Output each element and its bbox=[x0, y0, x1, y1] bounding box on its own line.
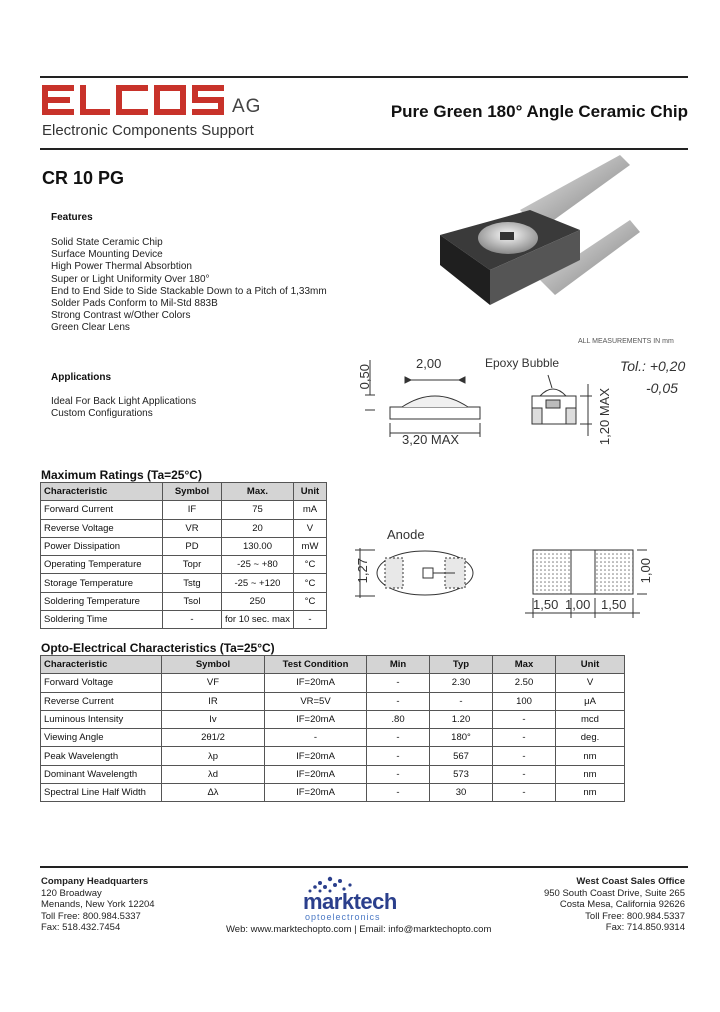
features-list bbox=[51, 237, 327, 335]
footer-line: Costa Mesa, California 92626 bbox=[559, 899, 685, 911]
table-cell: nm bbox=[556, 784, 625, 802]
footer-left-title: Company Headquarters bbox=[41, 876, 149, 887]
table-cell: °C bbox=[293, 592, 326, 610]
table-cell: 567 bbox=[430, 747, 493, 765]
table-cell: VR=5V bbox=[265, 692, 367, 710]
dim-height: 0,50 bbox=[357, 364, 372, 390]
table-cell: IF bbox=[163, 501, 222, 519]
anode-label: Anode bbox=[387, 527, 425, 542]
footer-line: Toll Free: 800.984.5337 bbox=[585, 910, 685, 922]
part-number: CR 10 PG bbox=[42, 168, 125, 188]
table-cell: Tstg bbox=[163, 574, 222, 592]
table-cell: °C bbox=[293, 574, 326, 592]
table-cell: Forward Current bbox=[41, 501, 163, 519]
table-row bbox=[41, 501, 327, 519]
table-row bbox=[41, 765, 625, 783]
list-item: Custom Configurations bbox=[51, 408, 153, 420]
table-row bbox=[41, 692, 625, 710]
footer-line: 950 South Coast Drive, Suite 265 bbox=[543, 887, 685, 899]
table-cell: λd bbox=[162, 765, 265, 783]
list-item: Green Clear Lens bbox=[51, 322, 130, 334]
dim-pad-height: 1,00 bbox=[638, 558, 653, 584]
footer-right bbox=[544, 876, 685, 934]
footer-line: 120 Broadway bbox=[41, 887, 102, 899]
table-cell: 20 bbox=[222, 519, 294, 537]
col-header: Typ bbox=[430, 656, 493, 674]
table-row bbox=[41, 729, 625, 747]
marktech-sub: optoelectronics bbox=[305, 912, 381, 922]
table-cell: - bbox=[367, 784, 430, 802]
col-header: Characteristic bbox=[41, 656, 162, 674]
table-cell: Soldering Temperature bbox=[41, 592, 163, 610]
logo-ag: AG bbox=[232, 96, 262, 117]
table-cell: for 10 sec. max bbox=[222, 611, 294, 629]
tolerance-plus: Tol.: +0,20 bbox=[620, 358, 686, 374]
table-cell: Forward Voltage bbox=[41, 674, 162, 692]
marktech-brand: marktech bbox=[303, 889, 397, 914]
col-header: Unit bbox=[556, 656, 625, 674]
table-cell: - bbox=[293, 611, 326, 629]
dim-top-width: 2,00 bbox=[416, 356, 442, 371]
table-row bbox=[41, 519, 327, 537]
table-cell: 30 bbox=[430, 784, 493, 802]
logo-subtitle: Electronic Components Support bbox=[42, 122, 254, 139]
table-cell: Topr bbox=[163, 556, 222, 574]
table-cell: Power Dissipation bbox=[41, 537, 163, 555]
document-title: Pure Green 180° Angle Ceramic Chip bbox=[390, 102, 688, 121]
elcos-logo-icon bbox=[42, 85, 227, 115]
table-cell: -25 ~ +120 bbox=[222, 574, 294, 592]
table-row bbox=[41, 747, 625, 765]
table-cell: IF=20mA bbox=[265, 710, 367, 728]
table-cell: 573 bbox=[430, 765, 493, 783]
table-cell: - bbox=[367, 674, 430, 692]
col-header: Symbol bbox=[163, 483, 222, 501]
table-row bbox=[41, 592, 327, 610]
dim-pad-a: 1,50 bbox=[533, 597, 559, 612]
table-cell: 250 bbox=[222, 592, 294, 610]
table-cell: IF=20mA bbox=[265, 747, 367, 765]
table-cell: Storage Temperature bbox=[41, 574, 163, 592]
table-header-row bbox=[41, 483, 327, 501]
table-cell: 2.30 bbox=[430, 674, 493, 692]
table-cell: - bbox=[493, 784, 556, 802]
footer-web[interactable]: Web: www.marktechopto.com | Email: info@marktechopto.com bbox=[226, 924, 492, 935]
table-cell: - bbox=[493, 729, 556, 747]
footer-line: Fax: 518.432.7454 bbox=[41, 922, 121, 934]
list-item: Ideal For Back Light Applications bbox=[51, 396, 197, 407]
list-item: Strong Contrast w/Other Colors bbox=[51, 310, 191, 322]
table-cell: mW bbox=[293, 537, 326, 555]
table-cell: - bbox=[367, 692, 430, 710]
table-row bbox=[41, 710, 625, 728]
list-item: Solder Pads Conform to Mil-Std 883B bbox=[51, 298, 218, 310]
table-cell: μA bbox=[556, 692, 625, 710]
table-cell: IF=20mA bbox=[265, 765, 367, 783]
dim-pad-b: 1,00 bbox=[565, 597, 591, 612]
footer-right-title: West Coast Sales Office bbox=[576, 876, 685, 887]
table-cell: deg. bbox=[556, 729, 625, 747]
table-cell: Operating Temperature bbox=[41, 556, 163, 574]
table-row bbox=[41, 674, 625, 692]
table-cell: Iv bbox=[162, 710, 265, 728]
table-cell: 75 bbox=[222, 501, 294, 519]
table-cell: VF bbox=[162, 674, 265, 692]
table-row bbox=[41, 784, 625, 802]
table-cell: Tsol bbox=[163, 592, 222, 610]
table-cell: 1.20 bbox=[430, 710, 493, 728]
table-cell: -25 ~ +80 bbox=[222, 556, 294, 574]
max-ratings-table bbox=[40, 482, 327, 629]
dim-pad-c: 1,50 bbox=[601, 597, 627, 612]
list-item: Super or Light Uniformity Over 180° bbox=[51, 273, 210, 285]
list-item: Solid State Ceramic Chip bbox=[51, 237, 163, 248]
table-cell: - bbox=[493, 710, 556, 728]
table-cell: - bbox=[493, 747, 556, 765]
tolerance-minus: -0,05 bbox=[646, 380, 678, 396]
footer-line: Toll Free: 800.984.5337 bbox=[41, 910, 141, 922]
table-cell: 130.00 bbox=[222, 537, 294, 555]
measurements-note: ALL MEASUREMENTS IN mm bbox=[578, 338, 674, 345]
table-cell: Peak Wavelength bbox=[41, 747, 162, 765]
table-cell: - bbox=[493, 765, 556, 783]
dim-length: 3,20 MAX bbox=[402, 432, 460, 447]
footer-left bbox=[41, 876, 155, 934]
table-cell: 2.50 bbox=[493, 674, 556, 692]
table-cell: 2θ1/2 bbox=[162, 729, 265, 747]
table-cell: V bbox=[293, 519, 326, 537]
dim-anode-height: 1,27 bbox=[355, 558, 370, 584]
col-header: Characteristic bbox=[41, 483, 163, 501]
opto-table bbox=[40, 655, 625, 802]
table-cell: - bbox=[367, 765, 430, 783]
table-cell: IR bbox=[162, 692, 265, 710]
col-header: Unit bbox=[293, 483, 326, 501]
footer-line: Menands, New York 12204 bbox=[41, 899, 155, 911]
col-header: Test Condition bbox=[265, 656, 367, 674]
table-row bbox=[41, 556, 327, 574]
table-cell: PD bbox=[163, 537, 222, 555]
table-cell: Soldering Time bbox=[41, 611, 163, 629]
table-row bbox=[41, 537, 327, 555]
col-header: Max bbox=[493, 656, 556, 674]
col-header: Symbol bbox=[162, 656, 265, 674]
footer-line: Fax: 714.850.9314 bbox=[605, 922, 685, 934]
table-row bbox=[41, 611, 327, 629]
product-photo bbox=[430, 150, 690, 330]
table-cell: nm bbox=[556, 765, 625, 783]
table-cell: - bbox=[367, 729, 430, 747]
col-header: Min bbox=[367, 656, 430, 674]
col-header: Max. bbox=[222, 483, 294, 501]
table-cell: nm bbox=[556, 747, 625, 765]
top-rule bbox=[40, 76, 688, 78]
table-header-row bbox=[41, 656, 625, 674]
table-cell: λp bbox=[162, 747, 265, 765]
table-cell: - bbox=[367, 747, 430, 765]
table-cell: Dominant Wavelength bbox=[41, 765, 162, 783]
table-cell: V bbox=[556, 674, 625, 692]
table-cell: Reverse Current bbox=[41, 692, 162, 710]
table-cell: Spectral Line Half Width bbox=[41, 784, 162, 802]
table-cell: mA bbox=[293, 501, 326, 519]
list-item: High Power Thermal Absorbtion bbox=[51, 261, 192, 273]
table-cell: Luminous Intensity bbox=[41, 710, 162, 728]
table-row bbox=[41, 574, 327, 592]
epoxy-bubble-label: Epoxy Bubble bbox=[485, 356, 560, 370]
features-heading: Features bbox=[51, 212, 93, 223]
table-cell: Δλ bbox=[162, 784, 265, 802]
table-cell: IF=20mA bbox=[265, 674, 367, 692]
table-cell: - bbox=[163, 611, 222, 629]
applications-heading: Applications bbox=[51, 372, 112, 383]
table-cell: Viewing Angle bbox=[41, 729, 162, 747]
footer-rule bbox=[40, 866, 688, 868]
table-cell: IF=20mA bbox=[265, 784, 367, 802]
table-cell: mcd bbox=[556, 710, 625, 728]
list-item: Surface Mounting Device bbox=[51, 249, 163, 261]
table-cell: Reverse Voltage bbox=[41, 519, 163, 537]
table-cell: VR bbox=[163, 519, 222, 537]
list-item: End to End Side to Side Stackable Down to a Pitch of 1,33mm bbox=[51, 285, 327, 297]
table-cell: 180° bbox=[430, 729, 493, 747]
applications-list bbox=[51, 396, 196, 420]
opto-title: Opto-Electrical Characteristics (Ta=25°C) bbox=[41, 641, 275, 655]
table-cell: °C bbox=[293, 556, 326, 574]
table-cell: - bbox=[265, 729, 367, 747]
table-cell: 100 bbox=[493, 692, 556, 710]
max-ratings-title: Maximum Ratings (Ta=25°C) bbox=[41, 468, 202, 482]
table-cell: .80 bbox=[367, 710, 430, 728]
table-cell: - bbox=[430, 692, 493, 710]
dim-side: 1,20 MAX bbox=[597, 388, 612, 446]
